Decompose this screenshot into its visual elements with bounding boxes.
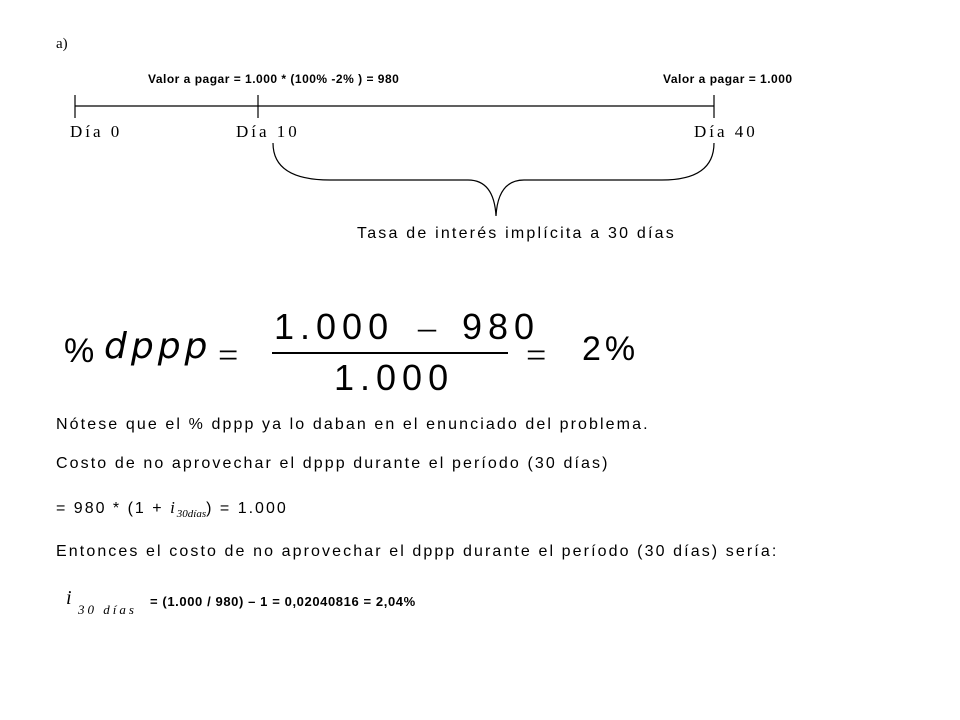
formula-numerator-minus: – [418,307,436,347]
formula-numerator-b: 980 [462,306,541,347]
final-subscript: 30 días [78,602,137,617]
cost-equation [56,498,288,520]
day-label-0: Día 0 [70,122,123,141]
formula-equals-1: = [218,335,239,375]
day-label-10: Día 10 [236,122,300,141]
formula-lhs-variable: dppp [104,326,212,367]
conclusion-text: Entonces el costo de no aprovechar el dppp durante el período (30 días) sería: [56,543,779,560]
final-expression: = (1.000 / 980) – 1 = 0,02040816 = 2,04% [150,594,416,609]
cost-title: Costo de no aprovechar el dppp durante el período (30 días) [56,455,610,472]
final-variable: i [66,587,72,609]
day-label-40: Día 40 [694,122,758,141]
formula-result: 2% [582,330,640,368]
timeline-diagram [0,0,960,260]
formula-numerator-a: 1.000 [274,306,395,347]
equation-subscript: 30días [176,508,207,520]
curly-brace [273,143,714,216]
value-label-day40: Valor a pagar = 1.000 [663,72,793,86]
formula-denominator: 1.000 [334,357,455,398]
formula-percent-sign: % [64,332,95,370]
brace-label: Tasa de interés implícita a 30 días [357,225,676,242]
formula-equals-2: = [526,335,547,375]
part-label: a) [56,36,68,52]
fraction-bar [272,352,508,354]
equation-prefix: = 980 * (1 + [56,500,171,517]
value-label-day10: Valor a pagar = 1.000 * (100% -2% ) = 980 [148,72,400,86]
equation-suffix: ) = 1.000 [206,500,288,517]
note-text: Nótese que el % dppp ya lo daban en el enunciado del problema. [56,416,650,433]
equation-variable: i [170,498,177,517]
